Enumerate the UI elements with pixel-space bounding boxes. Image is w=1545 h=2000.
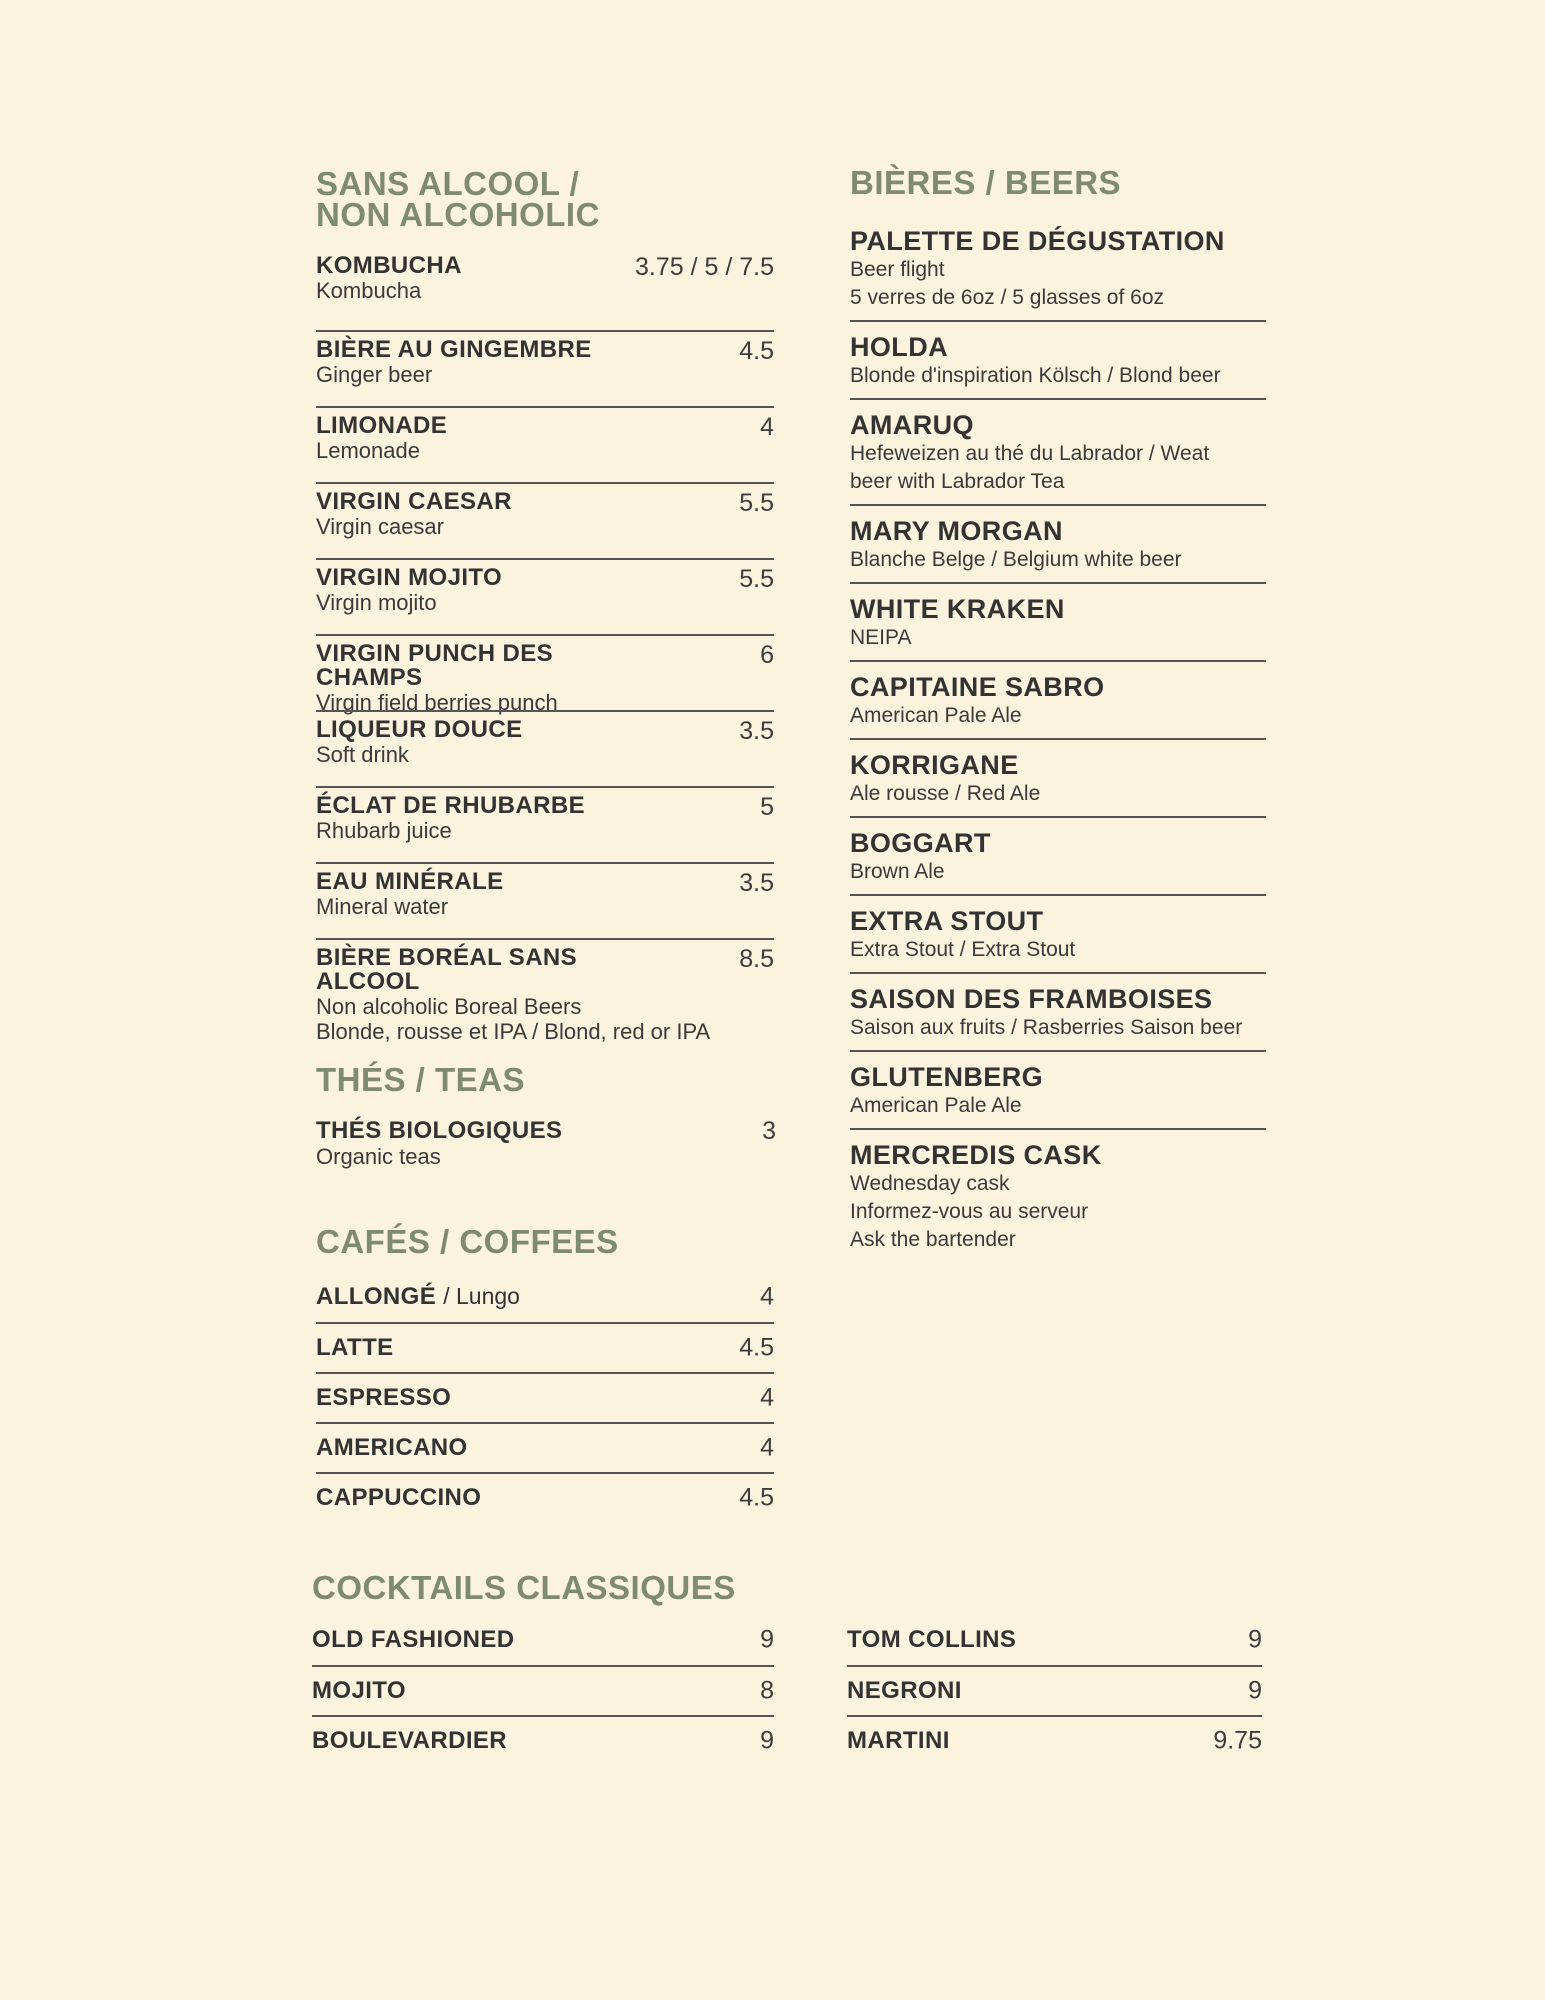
item-description: Ginger beer bbox=[316, 362, 433, 387]
cocktails-right-list bbox=[847, 1615, 1262, 1765]
item-name-fr: ALLONGÉ bbox=[316, 1283, 437, 1310]
item-price: 4.5 bbox=[739, 337, 774, 365]
coffees-title: CAFÉS / COFFEES bbox=[316, 1223, 619, 1260]
menu-item-boreal-na bbox=[316, 938, 774, 1044]
item-name: AMARUQ bbox=[850, 410, 974, 440]
item-price: 8 bbox=[760, 1676, 774, 1705]
item-name-en: / Lungo bbox=[443, 1283, 520, 1309]
item-description: Ale rousse / Red Ale bbox=[850, 782, 1041, 805]
item-description: Brown Ale bbox=[850, 860, 945, 883]
item-name bbox=[316, 1283, 520, 1311]
item-name: BIÈRE BORÉAL SANS ALCOOL bbox=[316, 944, 578, 995]
item-name: CAPPUCCINO bbox=[316, 1484, 482, 1511]
item-name: MOJITO bbox=[312, 1677, 406, 1704]
cocktails-title: COCKTAILS CLASSIQUES bbox=[312, 1569, 736, 1606]
menu-item-ginger-beer bbox=[316, 330, 774, 406]
item-price: 6 bbox=[760, 641, 774, 669]
item-name: TOM COLLINS bbox=[847, 1626, 1017, 1653]
item-name: ÉCLAT DE RHUBARBE bbox=[316, 792, 586, 819]
beer-mercredis-cask bbox=[850, 1130, 1266, 1262]
item-name: OLD FASHIONED bbox=[312, 1626, 515, 1653]
item-description: Kombucha bbox=[316, 278, 422, 303]
item-description: Blanche Belge / Belgium white beer bbox=[850, 548, 1182, 571]
item-price: 3.75 / 5 / 7.5 bbox=[635, 253, 774, 281]
item-name: KOMBUCHA bbox=[316, 252, 462, 279]
item-price: 4.5 bbox=[739, 1483, 774, 1512]
item-name: VIRGIN CAESAR bbox=[316, 488, 512, 515]
item-description: Mineral water bbox=[316, 894, 449, 919]
item-price: 3 bbox=[762, 1117, 776, 1145]
non-alcoholic-list bbox=[316, 254, 774, 1044]
item-description: Beer flight bbox=[850, 258, 945, 281]
item-name: VIRGIN MOJITO bbox=[316, 564, 503, 591]
beer-white-kraken bbox=[850, 584, 1266, 662]
beer-holda bbox=[850, 322, 1266, 400]
item-description: Virgin field berries punch bbox=[316, 690, 558, 715]
item-name: HOLDA bbox=[850, 332, 948, 362]
non-alcoholic-title bbox=[316, 165, 600, 233]
item-description: Virgin mojito bbox=[316, 590, 437, 615]
menu-item-rhubarb bbox=[316, 786, 774, 862]
item-name: NEGRONI bbox=[847, 1677, 962, 1704]
beer-flight bbox=[850, 226, 1266, 322]
menu-item-lemonade bbox=[316, 406, 774, 482]
item-description: American Pale Ale bbox=[850, 1094, 1022, 1117]
item-name: LIMONADE bbox=[316, 412, 448, 439]
item-price: 5.5 bbox=[739, 489, 774, 517]
cocktail-martini bbox=[847, 1715, 1262, 1765]
item-description: Lemonade bbox=[316, 438, 420, 463]
item-description-2: Informez-vous au serveur bbox=[850, 1200, 1089, 1223]
item-price: 4.5 bbox=[739, 1333, 774, 1362]
beers-list bbox=[850, 226, 1266, 1262]
menu-item-organic-teas bbox=[316, 1118, 776, 1169]
cocktails-left-list bbox=[312, 1615, 774, 1765]
item-name: WHITE KRAKEN bbox=[850, 594, 1065, 624]
item-name: MARY MORGAN bbox=[850, 516, 1063, 546]
item-description: Wednesday cask bbox=[850, 1172, 1010, 1195]
item-price: 4 bbox=[760, 1282, 774, 1311]
item-price: 5.5 bbox=[739, 565, 774, 593]
item-description-2: Blonde, rousse et IPA / Blond, red or IPA bbox=[316, 1019, 711, 1044]
item-description: American Pale Ale bbox=[850, 704, 1022, 727]
item-name: BIÈRE AU GINGEMBRE bbox=[316, 336, 592, 363]
item-price: 3.5 bbox=[739, 717, 774, 745]
beer-extra-stout bbox=[850, 896, 1266, 974]
item-price: 9 bbox=[1248, 1676, 1262, 1705]
item-name: MARTINI bbox=[847, 1727, 950, 1754]
cocktail-mojito bbox=[312, 1665, 774, 1715]
item-name: THÉS BIOLOGIQUES bbox=[316, 1117, 563, 1144]
menu-item-americano bbox=[316, 1422, 774, 1472]
item-name: BOGGART bbox=[850, 828, 991, 858]
item-description-2: 5 verres de 6oz / 5 glasses of 6oz bbox=[850, 286, 1165, 309]
item-description-3: Ask the bartender bbox=[850, 1228, 1016, 1251]
cocktail-old-fashioned bbox=[312, 1615, 774, 1665]
item-name: LATTE bbox=[316, 1334, 394, 1361]
beer-saison-framboises bbox=[850, 974, 1266, 1052]
menu-item-soft-drink bbox=[316, 710, 774, 786]
item-name: EXTRA STOUT bbox=[850, 906, 1044, 936]
item-description: Organic teas bbox=[316, 1144, 441, 1169]
item-price: 4 bbox=[760, 1433, 774, 1462]
teas-list bbox=[316, 1118, 776, 1169]
item-price: 5 bbox=[760, 793, 774, 821]
non-alcoholic-title-line2: NON ALCOHOLIC bbox=[316, 196, 600, 233]
beers-title: BIÈRES / BEERS bbox=[850, 164, 1122, 201]
item-name: CAPITAINE SABRO bbox=[850, 672, 1105, 702]
menu-item-virgin-punch bbox=[316, 634, 774, 715]
item-name: PALETTE DE DÉGUSTATION bbox=[850, 226, 1225, 256]
menu-item-virgin-caesar bbox=[316, 482, 774, 558]
non-alcoholic-title-line1: SANS ALCOOL / bbox=[316, 165, 580, 202]
menu-item-mineral-water bbox=[316, 862, 774, 938]
beer-amaruq bbox=[850, 400, 1266, 506]
beer-boggart bbox=[850, 818, 1266, 896]
teas-title: THÉS / TEAS bbox=[316, 1061, 526, 1098]
item-description: Hefeweizen au thé du Labrador / Weat bbox=[850, 442, 1210, 465]
cocktail-negroni bbox=[847, 1665, 1262, 1715]
menu-item-lungo bbox=[316, 1272, 774, 1322]
item-name: BOULEVARDIER bbox=[312, 1727, 508, 1754]
item-name: SAISON DES FRAMBOISES bbox=[850, 984, 1213, 1014]
item-description: Extra Stout / Extra Stout bbox=[850, 938, 1076, 961]
item-name: LIQUEUR DOUCE bbox=[316, 716, 523, 743]
item-description: Soft drink bbox=[316, 742, 409, 767]
item-name: EAU MINÉRALE bbox=[316, 868, 504, 895]
item-description: NEIPA bbox=[850, 626, 912, 649]
item-price: 9 bbox=[760, 1726, 774, 1755]
menu-item-cappuccino bbox=[316, 1472, 774, 1522]
menu-item-kombucha bbox=[316, 254, 774, 330]
item-name: AMERICANO bbox=[316, 1434, 468, 1461]
menu-item-virgin-mojito bbox=[316, 558, 774, 634]
beer-glutenberg bbox=[850, 1052, 1266, 1130]
beer-korrigane bbox=[850, 740, 1266, 818]
item-price: 3.5 bbox=[739, 869, 774, 897]
item-name: MERCREDIS CASK bbox=[850, 1140, 1102, 1170]
beer-mary-morgan bbox=[850, 506, 1266, 584]
item-name: ESPRESSO bbox=[316, 1384, 452, 1411]
cocktail-tom-collins bbox=[847, 1615, 1262, 1665]
item-price: 4 bbox=[760, 413, 774, 441]
item-description: Virgin caesar bbox=[316, 514, 444, 539]
cocktail-boulevardier bbox=[312, 1715, 774, 1765]
item-description: Blonde d'inspiration Kölsch / Blond beer bbox=[850, 364, 1221, 387]
item-price: 9 bbox=[760, 1625, 774, 1654]
item-description-2: beer with Labrador Tea bbox=[850, 470, 1065, 493]
menu-item-espresso bbox=[316, 1372, 774, 1422]
menu-item-latte bbox=[316, 1322, 774, 1372]
item-name: KORRIGANE bbox=[850, 750, 1019, 780]
item-price: 8.5 bbox=[739, 945, 774, 973]
item-price: 4 bbox=[760, 1383, 774, 1412]
item-description: Non alcoholic Boreal Beers bbox=[316, 994, 582, 1019]
item-price: 9 bbox=[1248, 1625, 1262, 1654]
item-description: Rhubarb juice bbox=[316, 818, 452, 843]
item-price: 9.75 bbox=[1213, 1726, 1262, 1755]
beer-capitaine-sabro bbox=[850, 662, 1266, 740]
coffees-list bbox=[316, 1272, 774, 1522]
item-name: VIRGIN PUNCH DES CHAMPS bbox=[316, 640, 554, 691]
item-name: GLUTENBERG bbox=[850, 1062, 1043, 1092]
item-description: Saison aux fruits / Rasberries Saison beer bbox=[850, 1016, 1243, 1039]
